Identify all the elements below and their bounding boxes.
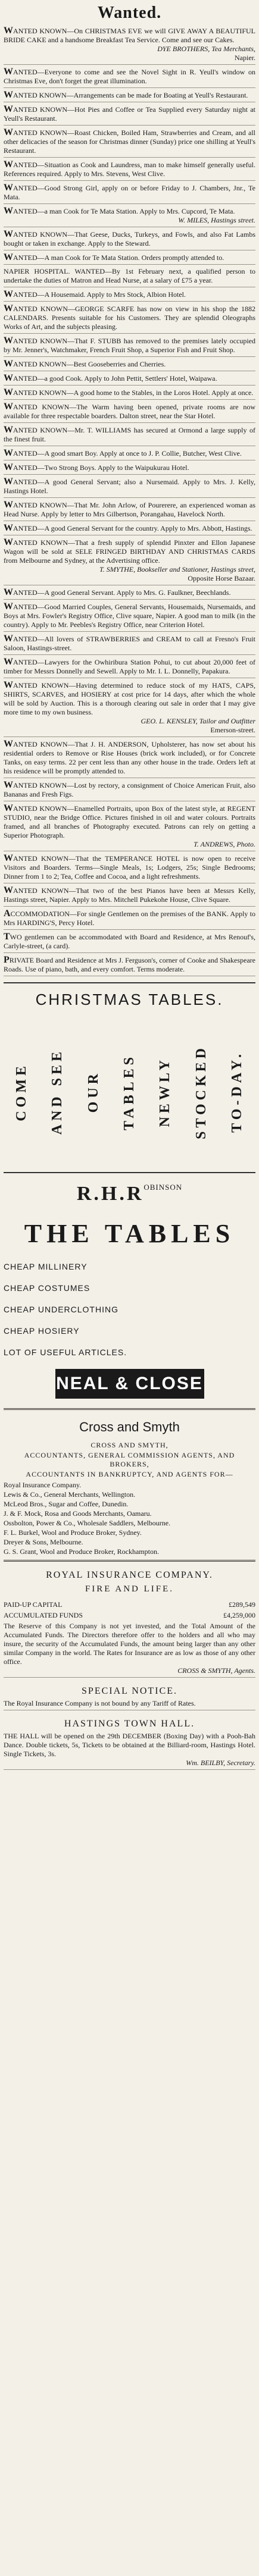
ad-text: ANTED KNOWN—Mr. T. WILLIAMS has secured at Ormond a large supply of the finest fruit. (4, 426, 255, 443)
ad-dropcap: W (4, 523, 13, 533)
ad-dropcap: W (4, 206, 13, 216)
ad-signature: DYE BROTHERS, Tea Merchants, (157, 45, 255, 53)
ad-text: ANTED—Two Strong Boys. Apply to the Waipukurau Hotel. (13, 463, 189, 472)
classified-ad (4, 206, 255, 227)
ad-text: ANTED—Good Married Couples, General Servants, Housemaids, Nursemaids, and Boys at Mrs. Fowler's Registry Office, Clive square, Napier. A good man to milk (in the country). Apply to Mr. Peebles's Registry Office, near Criterion Hotel. (4, 603, 255, 629)
ads-list (4, 26, 255, 976)
ad-text: ANTED—A Housemaid. Apply to Mrs Stock, Albion Hotel. (13, 290, 186, 299)
ad-text: ANTED—A man Cook for Te Mata Station. Orders promptly attended to. (13, 253, 224, 262)
divider (4, 1408, 255, 1410)
funds-value: £4,259,000 (223, 1611, 255, 1619)
cross-sub1: ACCOUNTANTS, GENERAL COMMISSION AGENTS, AND BROKERS, (24, 1451, 235, 1468)
classified-ad (4, 425, 255, 446)
christmas-column: STOCKED (193, 1044, 209, 1139)
ad-dropcap: W (4, 634, 13, 644)
classified-ad (4, 67, 255, 88)
ad-dropcap: W (4, 359, 13, 369)
classified-ad (4, 804, 255, 851)
ad-dropcap: W (4, 336, 13, 346)
ad-dropcap: W (4, 303, 13, 314)
christmas-column: OUR (85, 1070, 101, 1113)
classified-ad (4, 634, 255, 655)
ad-text: ANTED—A good General Servant; also a Nursemaid. Apply to Mrs. J. Kelly, Hastings Hotel. (4, 478, 255, 495)
tables-item: CHEAP UNDERCLOTHING (4, 1305, 118, 1314)
ad-text: ANTED KNOWN—Best Gooseberries and Cherries. (13, 360, 166, 368)
insurance-title: ROYAL INSURANCE COMPANY. (46, 1570, 213, 1580)
classified-ad (4, 449, 255, 460)
ad-dropcap: W (4, 183, 13, 193)
ad-dropcap: W (4, 853, 13, 863)
ad-dropcap: W (4, 500, 13, 510)
ad-text: ANTED KNOWN—Having determined to reduce stock of my HATS, CAPS, SHIRTS, SCARVES, and HOSIERY at cost price for 14 days, after which the whole will be sold by Auction. This is a thorough clearing out sale in order that I may give more time to my own business. (4, 681, 255, 716)
notice-text: The Royal Insurance Company is not bound by any Tariff of Rates. (4, 1699, 255, 1710)
capital-value: £289,549 (229, 1600, 255, 1609)
classified-ad (4, 524, 255, 535)
ad-dropcap: W (4, 104, 13, 114)
christmas-columns (4, 1017, 255, 1166)
ad-text: ANTED—a man Cook for Te Mata Station. Apply to Mrs. Cupcord, Te Mata. (13, 207, 235, 215)
classified-ad (4, 253, 255, 265)
ad-text: ANTED KNOWN—On CHRISTMAS EVE we will GIVE AWAY A BEAUTIFUL BRIDE CAKE and a handsome Breakfast Tea Service. Come and see our Cakes. (4, 27, 255, 44)
ad-dropcap: W (4, 425, 13, 435)
ad-text: ANTED KNOWN—Roast Chicken, Boiled Ham, Strawberries and Cream, and all other delicacies of the season for Christmas dinner (Sunday) price one shilling at Yeull's Restaurant. (4, 129, 255, 155)
ad-dropcap: W (4, 739, 13, 749)
rhr-banner (4, 1183, 255, 1205)
ad-dropcap: W (4, 67, 13, 77)
ad-text: ANTED—Everyone to come and see the Novel Sight in R. Yeull's window on Christmas Eve, don't forget the great illumination. (4, 68, 255, 85)
funds-row (4, 1611, 255, 1620)
classified-ad (4, 26, 255, 65)
ad-dropcap: W (4, 289, 13, 299)
tables-item: CHEAP HOSIERY (4, 1326, 80, 1336)
classified-ad (4, 955, 255, 976)
capital-row (4, 1600, 255, 1609)
classified-ad (4, 886, 255, 907)
ad-dropcap: P (4, 955, 10, 965)
ad-signature-line: Opposite Horse Bazaar. (188, 574, 255, 582)
ad-text: ANTED KNOWN—Hot Pies and Coffee or Tea Supplied every Saturday night at Yeull's Restaurant. (4, 105, 255, 123)
column-header: Wanted. (97, 4, 162, 22)
agent-entry: McLeod Bros., Sugar and Coffee, Dunedin. (4, 1500, 129, 1508)
ad-text: ANTED—a good Cook. Apply to John Pettit, Settlers' Hotel, Waipawa. (13, 374, 217, 383)
ad-dropcap: W (4, 127, 13, 137)
ad-dropcap: W (4, 885, 13, 895)
ad-text: ANTED KNOWN—Lost by rectory, a consignment of Choice American Fruit, also Bananas and Fresh Figs. (4, 781, 255, 798)
classified-ad (4, 374, 255, 386)
ad-text: ANTED KNOWN—GEORGE SCARFE has now on view in his shop the 1882 CALENDARS. Presents suitable for his Customers. They are splendid Oleographs Works of Art, and the subjects pleasing. (4, 305, 255, 331)
ad-signature-line: Emerson-street. (210, 726, 255, 734)
classified-ad (4, 500, 255, 521)
hall-ad (4, 1732, 255, 1770)
agent-entry: Ossbolton, Power & Co., Wholesale Saddlers, Melbourne. (4, 1519, 171, 1527)
hall-signature: Wm. BEILBY, Secretary. (186, 1759, 255, 1767)
ad-dropcap: W (4, 448, 13, 458)
classified-ad (4, 388, 255, 400)
ad-text: ANTED—Lawyers for the Owhiribura Station Pohui, to cut about 20,000 feet of timber for Messrs Donnelly and Sewell. Apply to Mr. I. L. Donnelly, Papakura. (4, 658, 255, 675)
christmas-column: AND SEE (49, 1048, 65, 1135)
classified-ad (4, 304, 255, 334)
ad-dropcap: W (4, 680, 13, 690)
classified-ad (4, 538, 255, 585)
tables-item: CHEAP COSTUMES (4, 1283, 91, 1293)
ad-dropcap: W (4, 373, 13, 383)
insurance-signature: CROSS & SMYTH, Agents. (177, 1666, 255, 1675)
ad-text: RIVATE Board and Residence at Mrs J. Ferguson's, corner of Cooke and Shakespeare Roads. Use of piano, bath, and every comfort. Terms moderate. (4, 956, 255, 973)
christmas-column: NEWLY (157, 1056, 173, 1127)
agent-entry: Royal Insurance Company. (4, 1481, 82, 1489)
ad-text: WO gentlemen can be accommodated with Board and Residence, at Mrs Renouf's, Carlyle-street, (a card). (4, 933, 255, 950)
ad-dropcap: W (4, 252, 13, 262)
agent-entry: Dreyer & Sons, Melbourne. (4, 1538, 83, 1546)
classified-ad (4, 267, 255, 287)
ad-dropcap: W (4, 402, 13, 412)
ad-signature: T. ANDREWS, Photo. (194, 840, 255, 848)
agent-entry: J. & F. Mock, Rosa and Goods Merchants, Oamaru. (4, 1509, 152, 1518)
christmas-tables-ad (4, 982, 255, 1173)
ad-text: ANTED KNOWN—A good home to the Stables, in the Loros Hotel. Apply at once. (13, 388, 254, 397)
classified-ad (4, 128, 255, 158)
agent-entry: Lewis & Co., General Merchants, Wellington. (4, 1490, 136, 1499)
tables-item: CHEAP MILLINERY (4, 1262, 88, 1271)
ad-text: ANTED—Good Strong Girl, apply on or before Friday to J. Chambers, Jnr., Te Mata. (4, 184, 255, 201)
ad-text: CCOMMODATION—For single Gentlemen on the premises of the BANK. Apply to Mrs HARDING'S, Percy Hotel. (4, 910, 255, 927)
ad-dropcap: W (4, 90, 13, 100)
insurance-sub: FIRE AND LIFE. (85, 1584, 174, 1594)
reserve-text: The Reserve of this Company is not yet invested, and the Total Amount of the Accumulated Funds. The Directors therefore offer to the holders and all who may insure, the security of the Accumulated Funds, the amount being larger than any other similar Company in the world. The Rates for Insurance are as low as those of any other office. (4, 1622, 255, 1666)
ad-signature: T. SMYTHE, Bookseller and Stationer, Hastings street, (99, 565, 255, 574)
classified-ad (4, 657, 255, 678)
ad-dropcap: W (4, 26, 13, 36)
classified-ad (4, 463, 255, 475)
ad-text: ANTED KNOWN—The Warm having been opened, private rooms are now available for three respectable boarders. Dalton street, near the Star Hotel. (4, 403, 255, 420)
tables-list (4, 1262, 255, 1357)
ad-dropcap: W (4, 803, 13, 813)
ad-dropcap: W (4, 229, 13, 239)
ad-text: ANTED KNOWN—That F. STUBB has removed to the premises lately occupied by Mr. Jenner's, Watchmaker, French Fruit Shop, a Superior Fish and Fruit Shop. (4, 337, 255, 354)
ad-text: ANTED—Situation as Cook and Laundress, man to make himself generally useful. References required. Apply to Mrs. Stevens, West Clive. (4, 161, 255, 178)
ad-dropcap: W (4, 780, 13, 790)
agents-list (4, 1480, 255, 1556)
ad-text: ANTED—A good General Servant for the country. Apply to Mrs. Abbott, Hastings. (13, 524, 252, 532)
christmas-column: TO-DAY. (229, 1051, 245, 1133)
ad-dropcap: W (4, 537, 13, 547)
christmas-column: TABLES (121, 1053, 137, 1130)
classified-ad (4, 854, 255, 883)
classified-ad (4, 932, 255, 953)
ad-signature: GEO. L. KENSLEY, Tailor and Outfitter (141, 717, 255, 725)
classified-ad (4, 90, 255, 102)
rhr-letters: R.H.R (76, 1183, 144, 1205)
ad-dropcap: T (4, 932, 10, 942)
cross-heading: CROSS AND SMYTH, (91, 1441, 168, 1449)
ad-text: ANTED KNOWN—That J. H. ANDERSON, Upholsterer, has now set about his residential orders to Remove or Rise Houses (brick work included), or for Concrete Tanks, on easy terms. 22 per cent less than any other house in the trade. Orders left at his residence will be promptly attended to. (4, 740, 255, 775)
hall-text: THE HALL will be opened on the 29th DECEMBER (Boxing Day) with a Pooh-Bah Dance. Double tickets, 5s, Tickets to be obtained at the Billiard-room, Hastings Hotel. Single Tickets, 3s. (4, 1732, 255, 1758)
agent-entry: G. S. Grant, Wool and Produce Broker, Rockhampton. (4, 1547, 159, 1556)
christmas-column: COME (13, 1062, 29, 1121)
classified-ad (4, 336, 255, 357)
classified-ad (4, 183, 255, 204)
hall-title: HASTINGS TOWN HALL. (64, 1719, 195, 1729)
classified-ad (4, 402, 255, 423)
funds-label: ACCUMULATED FUNDS (4, 1611, 83, 1619)
classified-ad (4, 477, 255, 498)
ad-signature-line: Napier. (235, 54, 255, 62)
christmas-title: CHRISTMAS TABLES. (35, 991, 224, 1008)
rhr-suffix: OBINSON (143, 1183, 183, 1192)
ad-text: ANTED KNOWN—That Geese, Ducks, Turkeys, and Fowls, and also Fat Lambs bought or taken in exchange. Apply to the Steward. (4, 230, 255, 247)
ad-dropcap: W (4, 477, 13, 487)
divider (4, 1560, 255, 1562)
ad-dropcap: W (4, 601, 13, 612)
classified-ad (4, 602, 255, 632)
ad-text: ANTED KNOWN—Arrangements can be made for Boating at Yeull's Restaurant. (13, 91, 248, 99)
ad-text: ANTED KNOWN—Enamelled Portraits, upon Box of the latest style, at REGENT STUDIO, near the Bridge Office. Pictures finished in oil and water colours. Portraits framed, and all branches of Photography executed. Patrons can rely on getting a Superior Photograph. (4, 804, 255, 839)
ad-text: ANTED KNOWN—That Mr. John Arlow, of Pourerere, an experienced woman as Head Nurse. Apply by letter to Mrs Gilbertson, Porangahau, Havelock North. (4, 501, 255, 518)
ad-text: NAPIER HOSPITAL. WANTED—By 1st February next, a qualified person to undertake the duties of Matron and Head Nurse, at a salary of £75 a year. (4, 267, 255, 284)
ad-text: ANTED KNOWN—That two of the best Pianos have been at Messrs Kelly, Hastings street, Napier. Apply to Mrs. Mitchell Pukekohe House, Clive Square. (4, 886, 255, 904)
classified-ad (4, 681, 255, 737)
ad-signature: W. MILES, Hastings street. (178, 216, 255, 224)
notice-title: SPECIAL NOTICE. (82, 1686, 177, 1696)
ad-dropcap: W (4, 587, 13, 597)
classified-ad (4, 230, 255, 250)
tables-item: LOT OF USEFUL ARTICLES. (4, 1347, 127, 1357)
insurance-reserve (4, 1622, 255, 1678)
classified-ad (4, 359, 255, 371)
ad-dropcap: W (4, 159, 13, 170)
ad-text: ANTED—All lovers of STRAWBERRIES and CREAM to call at Fresno's Fruit Saloon, Hastings-street. (4, 635, 255, 652)
classified-ad (4, 909, 255, 930)
ad-dropcap: A (4, 908, 11, 919)
classified-ad (4, 781, 255, 801)
ad-text: ANTED—A good smart Boy. Apply at once to J. P. Collie, Butcher, West Clive. (13, 449, 242, 457)
ad-dropcap: W (4, 387, 13, 397)
ad-dropcap: W (4, 657, 13, 667)
capital-label: PAID-UP CAPITAL (4, 1600, 63, 1609)
classified-ad (4, 105, 255, 126)
ad-text: ANTED KNOWN—That a fresh supply of splendid Pinxter and Ellon Japanese Wagon will be sold at SELE FRINGED BIRTHDAY AND CHRISTMAS CARDS from Melbourne and Sydney, at the Advertising office. (4, 538, 255, 565)
agent-entry: F. L. Burkel, Wool and Produce Broker, Sydney. (4, 1528, 142, 1537)
ad-text: ANTED KNOWN—That the TEMPERANCE HOTEL is now open to receive Visitors and Boarders. Terms—Single Meals, 1s; Lodgers, 25s; Single Bedrooms; Dinner from 1 to 2; Tea, Coffee and Cocoa, and a light refreshments. (4, 854, 255, 880)
neal-close-banner: NEAL & CLOSE (55, 1369, 204, 1399)
ad-text: ANTED—A good General Servant. Apply to Mrs. G. Faulkner, Beechlands. (13, 588, 231, 597)
tables-title: THE TABLES (24, 1219, 235, 1248)
classified-ad (4, 588, 255, 600)
classified-ad (4, 739, 255, 778)
ad-dropcap: W (4, 462, 13, 472)
cross-title: Cross and Smyth (79, 1419, 180, 1434)
classified-ad (4, 160, 255, 181)
classified-ad (4, 290, 255, 302)
cross-sub2: ACCOUNTANTS IN BANKRUPTCY, AND AGENTS FOR— (26, 1470, 233, 1478)
